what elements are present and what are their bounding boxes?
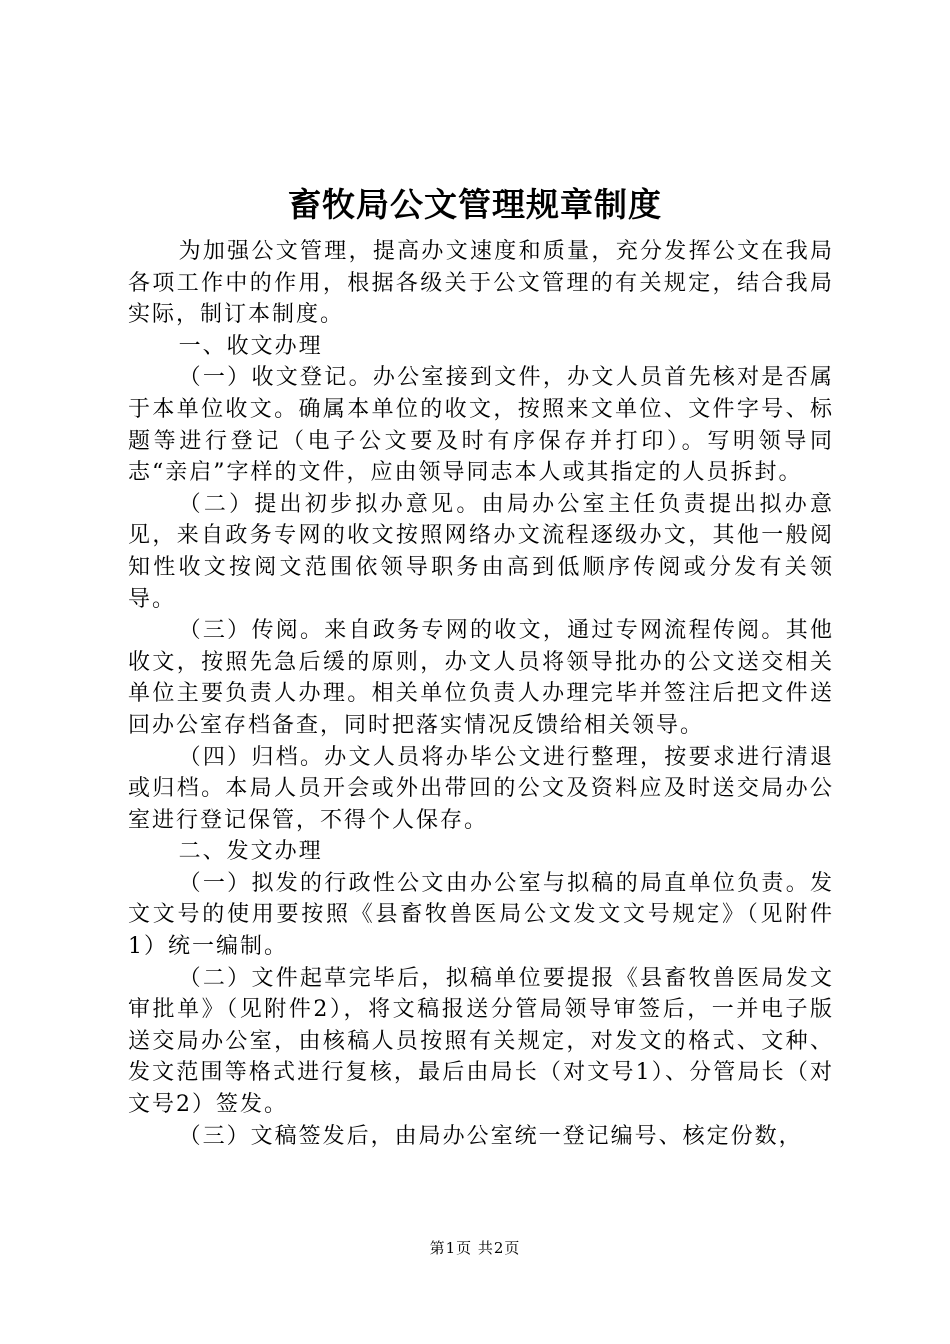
- section-heading-issuing: 二、发文办理: [178, 839, 323, 865]
- document-title: 畜牧局公文管理规章制度: [288, 185, 662, 224]
- section-heading-receiving: 一、收文办理: [178, 333, 323, 359]
- paragraph-drafting-responsibility: （一）拟发的行政性公文由办公室与拟稿的局直单位负责。发文文号的使用要按照《县畜牧兽医局公文发文文号规定》（见附件1）统一编制。: [128, 870, 834, 960]
- paragraph-registration: （一）收文登记。办公室接到文件，办文人员首先核对是否属于本单位收文。确属本单位的收文，按照来文单位、文件字号、标题等进行登记（电子公文要及时有序保存并打印）。写明领导同志“亲启”字样的文件，应由领导同志本人或其指定的人员拆封。: [128, 365, 834, 486]
- paragraph-numbering: （三）文稿签发后，由局办公室统一登记编号、核定份数，: [178, 1123, 803, 1149]
- paragraph-circulation: （三）传阅。来自政务专网的收文，通过专网流程传阅。其他收文，按照先急后缓的原则，办文人员将领导批办的公文送交相关单位主要负责人办理。相关单位负责人办理完毕并签注后把文件送回办公室存档备查，同时把落实情况反馈给相关领导。: [128, 618, 834, 738]
- page-indicator: 第1页 共2页: [429, 1239, 521, 1257]
- paragraph-review-approval: （二）文件起草完毕后，拟稿单位要提报《县畜牧兽医局发文审批单》（见附件2），将文稿报送分管局领导审签后，一并电子版送交局办公室，由核稿人员按照有关规定，对发文的格式、文种、发文范围等格式进行复核，最后由局长（对文号1）、分管局长（对文号2）签发。: [128, 965, 834, 1118]
- paragraph-initial-opinion: （二）提出初步拟办意见。由局办公室主任负责提出拟办意见，来自政务专网的收文按照网络办文流程逐级办文，其他一般阅知性收文按阅文范围依领导职务由高到低顺序传阅或分发有关领导。: [128, 491, 834, 612]
- paragraph-intro: 为加强公文管理，提高办文速度和质量，充分发挥公文在我局各项工作中的作用，根据各级关于公文管理的有关规定，结合我局实际，制订本制度。: [128, 239, 834, 328]
- document-body: [128, 236, 834, 1152]
- paragraph-archiving: （四）归档。办文人员将办毕公文进行整理，按要求进行清退或归档。本局人员开会或外出带回的公文及资料应及时送交局办公室进行登记保管，不得个人保存。: [128, 744, 834, 833]
